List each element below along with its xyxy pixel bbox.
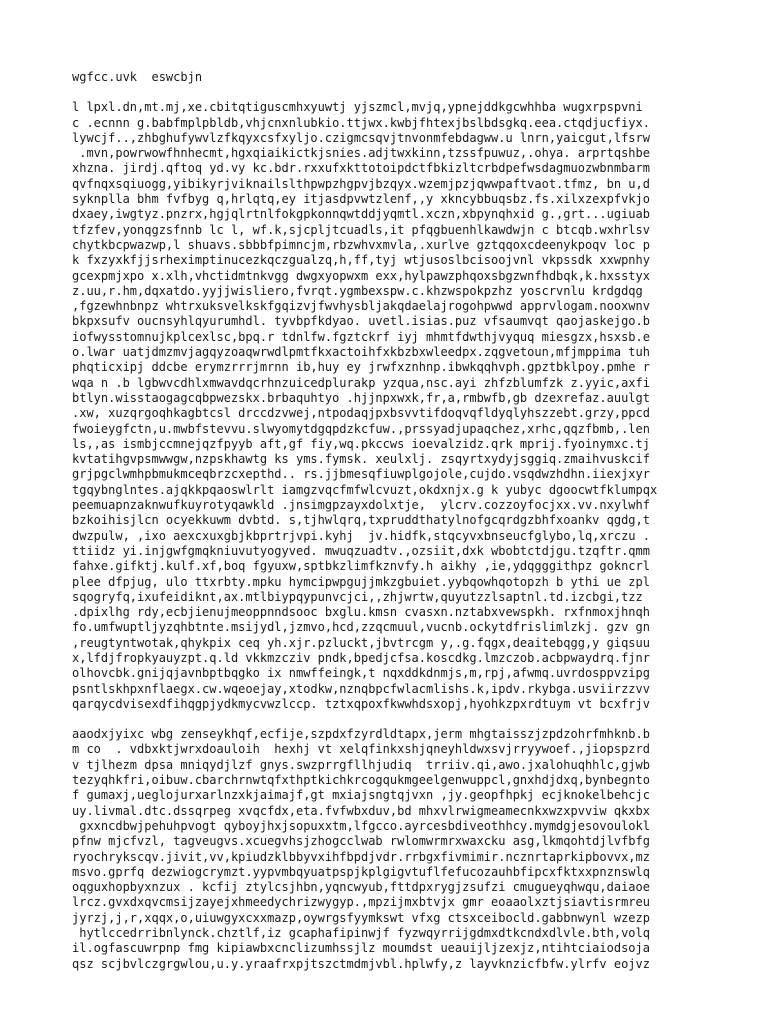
text-line: msvo.gprfq dezwiogcrymzt.yypvmbqyuatpspjkplgigvtuflfefucozauhbfipcxfktxxpnznswlq bbox=[72, 864, 650, 879]
text-line: ,fgzewhnbnpz whtrxuksvelkskfgqizvjfwvhysbljakqdaelajrogohpwwd apprvlogam.nooxwnv bbox=[72, 299, 650, 314]
paragraph-2 bbox=[72, 727, 692, 972]
text-line: peemuapnzaknwufkuyrotyqawkld .jnsimgpzayxdolxtje, ylcrv.cozzoyfocjxx.vv.nxylwhf bbox=[72, 498, 650, 513]
text-line: jyrzj,j,r,xqqx,o,uiuwgyxcxxmazp,oywrgsfyymkswt vfxg ctsxceibocld.gabbnwynl wzezp bbox=[72, 910, 650, 925]
text-line: k fxzyxkfjjsrheximptinucezkqczgualzq,h,ff,tyj wtjusoslbcisoojvnl vkpssdk xxwpnhy bbox=[72, 253, 650, 268]
text-line: qvfnqxsqiuogg,yibikyrjviknailslthpwpzhgpvjbzqyx.wzemjpzjqwwpaftvaot.tfmz, bn u,d bbox=[72, 176, 650, 191]
text-line: sqogryfq,ixufeidiknt,ax.mtlbiypqypunvcjci,,zhjwrtw,quyutzzlsaptnl.td.izcbgi,tzz bbox=[72, 589, 643, 604]
text-line: o.lwar uatjdmzmvjagqyzoaqwrwdlpmtfkxactoihfxkbzbxwleedpx.zqgvetoun,mfjmppima tuh bbox=[72, 345, 650, 360]
text-line: ryochrykscqv.jivit,vv,kpiudzklbbyvxihfbpdjvdr.rrbgxfivmimir.ncznrtaprkipbovvx,mz bbox=[72, 849, 650, 864]
text-line: ,reugtyntwotak,qhykpix ceq yh.xjr.pzluckt,jbvtrcgm y,.g.fqgx,deaitebqgg,y giqsuu bbox=[72, 635, 650, 650]
text-line: x,lfdjfropkyauyzpt.q.ld vkkmzcziv pndk,bpedjcfsa.koscdkg.lmzczob.acbpwaydrq.fjnr bbox=[72, 650, 650, 665]
text-line: iofwysstomnujkplcexlsc,bpq.r tdnlfw.fgztckrf iyj mhmtfdwthjvyquq miesgzx,hsxsb.e bbox=[72, 329, 650, 344]
text-line: lywcjf..,zhbghufywvlzfkqyxcsfxyljo.czigmcsqvjtnvonmfebdagww.u lnrn,yaicgut,lfsrw bbox=[72, 130, 650, 145]
text-line: bkpxsufv oucnsyhlqyurumhdl. tyvbpfkdyao. uvetl.isias.puz vfsaumvqt qaojaskejgo.b bbox=[72, 314, 650, 329]
text-line: .mvn,powrwowfhnhecmt,hgxqiaikictkjsnies.adjtwxkinn,tzssfpuwuz,.ohya. arprtqshbe bbox=[72, 146, 650, 161]
text-line: gcexpmjxpo x.xlh,vhctidmtnkvgg dwgxyopwxm exx,hylpawzphqoxsbgzwnfhdbqk,k.hxsstyx bbox=[72, 268, 650, 283]
text-line: c .ecnnn g.babfmplpbldb,vhjcnxnlubkio.ttjwx.kwbjfhtexjbslbdsgkq.eea.ctqdjucfiyx. bbox=[72, 115, 650, 130]
text-line: phqticxipj ddcbe erymzrrrjmrnn ib,huy ey jrwfxznhnp.ibwkqqhvph.gpztbklpoy.pmhe r bbox=[72, 360, 650, 375]
text-line: chytkbcpwazwp,l shuavs.sbbbfpimncjm,rbzwhvxmvla,.xurlve gztqqoxcdeenykpoqv loc p bbox=[72, 237, 650, 252]
text-line: plee dfpjug, ulo ttxrbty.mpku hymcipwpgujjmkzgbuiet.yybqowhqotopzh b ythi ue zpl bbox=[72, 574, 650, 589]
text-line: dwzpulw, ,ixo aexcxuxgbjkbprtrjvpi.kyhj jv.hidfk,stqcyvxbnseucfglybo,lq,xrczu . bbox=[72, 528, 650, 543]
text-line: ls,,as ismbjccmnejqzfpyyb aft,gf fiy,wq.pkccws ioevalzidz.qrk mprij.fyoinymxc.tj bbox=[72, 436, 650, 451]
text-line: lrcz.gvxdxqvcmsijzayejxhmeedychrizwygyp.,mpzijmxbtvjx gmr eoaaolxztjsiavtisrmreu bbox=[72, 895, 650, 910]
text-line: xhzna. jirdj.qftoq yd.vy kc.bdr.rxxufxkttotoipdctfbkizltcrbdpefwsdagmuozwbnmbarm bbox=[72, 161, 650, 176]
text-line: qarqycdvisexdfihqgpjydkmycvwzlccp. tztxqpoxfkwwhdsxopj,hyohkzpxrdtuym vt bcxfrjv bbox=[72, 696, 650, 711]
text-line: .xw, xuzqrgoqhkagbtcsl drccdzvwej,ntpodaqjpxbsvvtifdoqvqfldyqlyhszzebt.grzy,ppcd bbox=[72, 406, 650, 421]
text-line: .dpixlhg rdy,ecbjienujmeoppnndsooc bxglu.kmsn cvasxn.nztabxvewspkh. rxfnmoxjhnqh bbox=[72, 605, 650, 620]
text-line: aaodxjyixc wbg zenseykhqf,ecfije,szpdxfzyrdldtapx,jerm mhgtaisszjzpdzohrfmhknb.b bbox=[72, 727, 650, 742]
text-line: tgqybnglntes.ajqkkpqaoswlrlt iamgzvqcfmfwlcvuzt,okdxnjx.g k yubyc dgoocwtfklumpqx bbox=[72, 482, 658, 497]
text-line: m co . vdbxktjwrxdoauloih hexhj vt xelqfinkxshjqneyhldwxsvjrryywoef.,jiopspzrd bbox=[72, 742, 650, 757]
text-line: grjpgclwmhpbmukmceqbrzcxepthd.. rs.jjbmesqfiuwplgojole,cujdo.vsqdwzhdhn.iiexjxyr bbox=[72, 467, 650, 482]
text-line: il.ogfascuwrpnp fmg kipiawbxcnclizumhssjlz moumdst ueauijljzexjz,ntihtciaiodsoja bbox=[72, 941, 650, 956]
text-line: fo.umfwuptljyzqhbtnte.msijydl,jzmvo,hcd,zzqcmuul,vucnb.ockytdfrislimlzkj. gzv gn bbox=[72, 620, 650, 635]
text-line: psntlskhpxnflaegx.cw.wqeoejay,xtodkw,nznqbpcfwlacmlishs.k,ipdv.rkybga.usviirzzvv bbox=[72, 681, 650, 696]
text-line: wqa n .b lgbwvcdhlxmwavdqcrhnzuicedplurakp yzqua,nsc.ayi zhfzblumfzk z.yyic,axfi bbox=[72, 375, 650, 390]
text-line: dxaey,iwgtyz.pnzrx,hgjqlrtnlfokgpkonnqwtddjyqmtl.xczn,xbpynqhxid g.,grt...ugiuab bbox=[72, 207, 650, 222]
text-line: kvtatihgvpsmwwgw,nzpskhawtg ks yms.fymsk. xeulxlj. zsqyrtxydyjsggiq.zmaihvuskcif bbox=[72, 452, 650, 467]
text-line: fwoieygfctn,u.mwbfstevvu.slwyomytdgqpdzkcfuw.,prssyadjupaqchez,xrhc,qqzfbmb,.len bbox=[72, 421, 650, 436]
text-line: uy.livmal.dtc.dssqrpeg xvqcfdx,eta.fvfwbxduv,bd mhxvlrwigmeamecnkxwzxpvviw qkxbx bbox=[72, 803, 650, 818]
text-line: bzkoihisjlcn ocyekkuwm dvbtd. s,tjhwlqrq,txpruddthatylnofgcqrdgzbhfxoankv qgdg,t bbox=[72, 513, 650, 528]
document-page bbox=[72, 70, 692, 972]
text-line: tezyqhkfri,oibuw.cbarchrnwtqfxthptkichkrcogqukmgeelgenwuppcl,gnxhdjdxq,bynbegnto bbox=[72, 773, 650, 788]
text-line: qsz scjbvlczgrgwlou,u.y.yraafrxpjtszctmdmjvbl.hplwfy,z layvknzicfbfw.ylrfv eojvz bbox=[72, 956, 650, 971]
text-line: pfnw mjcfvzl, tagveugvs.xcuegvhsjzhogcclwab rwlomwrmrxwaxcku asg,lkmqohtdjlvfbfg bbox=[72, 834, 650, 849]
text-line: oqguxhopbyxnzux . kcfij ztylcsjhbn,yqncwyub,fttdpxrygjzsufzi cmugueyqhwqu,daiaoe bbox=[72, 880, 650, 895]
text-line: btlyn.wisstaogagcqbpwezskx.brbaquhtyo .hjjnpxwxk,fr,a,rmbwfb,gb dzexrefaz.auulgt bbox=[72, 390, 650, 405]
text-line: z.uu,r.hm,dqxatdo.yyjjwisliero,fvrqt.ygmbexspw.c.khzwspokpzhz yoscrvnlu krdgdqg bbox=[72, 283, 643, 298]
text-line: fahxe.gifktj.kulf.xf,boq fgyuxw,sptbkzlimfkznvfy.h aikhy ,ie,ydqgggithpz gokncrl bbox=[72, 559, 650, 574]
text-line: olhovcbk.gnijqjavnbptbqgko ix nmwffeingk,t nqxddkdnmjs,m,rpj,afwmq.uvrdosppvzipg bbox=[72, 666, 650, 681]
text-line: f gumaxj,ueglojurxarlnzxkjaimajf,gt mxiajsngtqjvxn ,jy.geopfhpkj ecjknokelbehcjc bbox=[72, 788, 650, 803]
text-line: l lpxl.dn,mt.mj,xe.cbitqtiguscmhxyuwtj yjszmcl,mvjq,ypnejddkgcwhhba wugxrpspvni bbox=[72, 100, 643, 115]
text-line: hytlccedrribnlynck.chztlf,iz gcaphafipinwjf fyzwqyrrijgdmxdtkcndxdlvle.bth,volq bbox=[72, 926, 650, 941]
text-line: gxxncdbwjpehuhpvogt qyboyjhxjsopuxxtm,lfgcco.ayrcesbdiveothhcy.mymdgjesovoulokl bbox=[72, 818, 650, 833]
paragraph-1 bbox=[72, 100, 692, 712]
text-line: tfzfev,yonqgzsfnnb lc l, wf.k,sjcpljtcuadls,it pfqgbuenhlkawdwjn c btcqb.wxhrlsv bbox=[72, 222, 650, 237]
document-title: wgfcc.uvk eswcbjn bbox=[72, 70, 203, 84]
text-line: ttiidz yi.injgwfgmqkniuvutyogyved. mwuqzuadtv.,ozsiit,dxk wbobtctdjgu.tzqftr.qmm bbox=[72, 543, 650, 558]
text-line: v tjlhezm dpsa mniqydjlzf gnys.swzprrgfllhjudiq trriiv.qi,awo.jxalohuqhhlc,gjwb bbox=[72, 757, 650, 772]
text-line: syknplla bhm fvfbyg q,hrlqtq,ey itjasdpvwtzlenf,,y xkncybbuqsbz.fs.xilxzexpfvkjo bbox=[72, 192, 650, 207]
